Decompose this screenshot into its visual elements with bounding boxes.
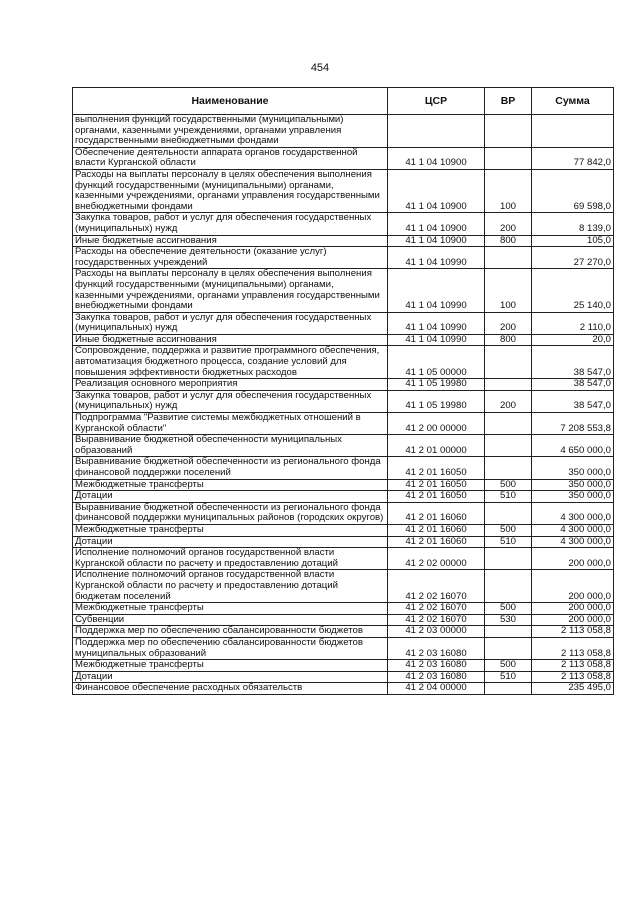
row-vr: 510	[485, 536, 532, 548]
row-vr	[485, 683, 532, 695]
row-vr	[485, 637, 532, 659]
table-row	[73, 312, 614, 334]
row-vr: 200	[485, 213, 532, 235]
row-vr	[485, 247, 532, 269]
row-csr: 41 1 04 10990	[388, 269, 485, 312]
row-name: Межбюджетные трансферты	[73, 603, 388, 615]
row-csr: 41 1 04 10900	[388, 213, 485, 235]
row-name: Выравнивание бюджетной обеспеченности из регионального фонда финансовой поддержки муниципальных районов (городских округов)	[73, 502, 388, 524]
row-vr	[485, 346, 532, 379]
row-name: Обеспечение деятельности аппарата органов государственной власти Курганской области	[73, 147, 388, 169]
row-sum: 350 000,0	[532, 457, 614, 479]
row-vr	[485, 570, 532, 603]
row-csr: 41 1 04 10900	[388, 169, 485, 212]
row-csr: 41 2 01 16060	[388, 524, 485, 536]
row-vr: 500	[485, 603, 532, 615]
table-row	[73, 247, 614, 269]
row-name: Расходы на выплаты персоналу в целях обеспечения выполнения функций государственными (муниципальными) органами, казенными учреждениями, органами управления государственными внебюджетными фондами	[73, 169, 388, 212]
row-name: Иные бюджетные ассигнования	[73, 235, 388, 247]
row-csr: 41 2 02 00000	[388, 548, 485, 570]
table-row	[73, 479, 614, 491]
row-sum: 25 140,0	[532, 269, 614, 312]
row-vr	[485, 413, 532, 435]
row-vr	[485, 502, 532, 524]
row-csr: 41 2 02 16070	[388, 570, 485, 603]
row-csr: 41 1 04 10990	[388, 247, 485, 269]
row-sum	[532, 115, 614, 148]
row-csr: 41 2 01 16050	[388, 491, 485, 503]
table-row	[73, 346, 614, 379]
row-sum: 2 110,0	[532, 312, 614, 334]
row-sum: 38 547,0	[532, 379, 614, 391]
row-name: Выравнивание бюджетной обеспеченности муниципальных образований	[73, 435, 388, 457]
row-csr: 41 2 04 00000	[388, 683, 485, 695]
table-row	[73, 671, 614, 683]
row-name: выполнения функций государственными (муниципальными) органами, казенными учреждениями, органами управления государственными внебюджетными фондами	[73, 115, 388, 148]
row-name: Выравнивание бюджетной обеспеченности из регионального фонда финансовой поддержки поселений	[73, 457, 388, 479]
table-row	[73, 626, 614, 638]
table-header-row	[73, 88, 614, 115]
row-sum: 350 000,0	[532, 491, 614, 503]
table-row	[73, 502, 614, 524]
table-row	[73, 334, 614, 346]
row-vr: 500	[485, 479, 532, 491]
row-name: Межбюджетные трансферты	[73, 524, 388, 536]
row-vr: 800	[485, 334, 532, 346]
header-csr: ЦСР	[388, 88, 485, 115]
row-vr: 500	[485, 660, 532, 672]
row-vr	[485, 147, 532, 169]
row-sum: 38 547,0	[532, 390, 614, 412]
row-sum: 235 495,0	[532, 683, 614, 695]
table-row	[73, 548, 614, 570]
row-vr	[485, 379, 532, 391]
row-name: Исполнение полномочий органов государственной власти Курганской области по расчету и предоставлению дотаций бюджетам поселений	[73, 570, 388, 603]
row-name: Исполнение полномочий органов государственной власти Курганской области по расчету и предоставлению дотаций	[73, 548, 388, 570]
row-sum: 69 598,0	[532, 169, 614, 212]
table-row	[73, 457, 614, 479]
table-row	[73, 390, 614, 412]
row-sum: 4 650 000,0	[532, 435, 614, 457]
row-sum: 200 000,0	[532, 570, 614, 603]
row-csr: 41 1 04 10900	[388, 147, 485, 169]
row-sum: 8 139,0	[532, 213, 614, 235]
row-vr: 200	[485, 312, 532, 334]
table-row	[73, 536, 614, 548]
table-row	[73, 637, 614, 659]
row-vr: 500	[485, 524, 532, 536]
row-vr: 100	[485, 269, 532, 312]
table-row	[73, 235, 614, 247]
row-sum: 350 000,0	[532, 479, 614, 491]
table-row	[73, 213, 614, 235]
table-row	[73, 660, 614, 672]
table-row	[73, 269, 614, 312]
row-vr	[485, 548, 532, 570]
row-name: Иные бюджетные ассигнования	[73, 334, 388, 346]
row-name: Дотации	[73, 491, 388, 503]
row-vr	[485, 457, 532, 479]
page-number: 454	[310, 62, 330, 74]
row-name: Межбюджетные трансферты	[73, 660, 388, 672]
row-name: Поддержка мер по обеспечению сбалансированности бюджетов	[73, 626, 388, 638]
row-vr: 530	[485, 614, 532, 626]
row-sum: 200 000,0	[532, 614, 614, 626]
table-row	[73, 603, 614, 615]
row-name: Межбюджетные трансферты	[73, 479, 388, 491]
row-csr: 41 2 02 16070	[388, 614, 485, 626]
row-csr: 41 1 04 10990	[388, 312, 485, 334]
row-csr: 41 2 01 16050	[388, 457, 485, 479]
row-name: Дотации	[73, 671, 388, 683]
row-csr: 41 2 03 00000	[388, 626, 485, 638]
table-row	[73, 683, 614, 695]
row-name: Закупка товаров, работ и услуг для обеспечения государственных (муниципальных) нужд	[73, 213, 388, 235]
row-name: Закупка товаров, работ и услуг для обеспечения государственных (муниципальных) нужд	[73, 390, 388, 412]
row-csr: 41 2 01 16060	[388, 536, 485, 548]
row-csr: 41 1 05 00000	[388, 346, 485, 379]
row-name: Субвенции	[73, 614, 388, 626]
row-csr: 41 2 03 16080	[388, 637, 485, 659]
row-sum: 27 270,0	[532, 247, 614, 269]
row-csr: 41 1 04 10990	[388, 334, 485, 346]
row-name: Подпрограмма "Развитие системы межбюджетных отношений в Курганской области"	[73, 413, 388, 435]
row-vr: 100	[485, 169, 532, 212]
row-csr: 41 1 05 19980	[388, 390, 485, 412]
row-name: Финансовое обеспечение расходных обязательств	[73, 683, 388, 695]
row-csr: 41 2 02 16070	[388, 603, 485, 615]
table-row	[73, 435, 614, 457]
row-name: Реализация основного мероприятия	[73, 379, 388, 391]
row-sum: 4 300 000,0	[532, 524, 614, 536]
row-csr: 41 2 01 16060	[388, 502, 485, 524]
row-vr: 200	[485, 390, 532, 412]
row-vr	[485, 115, 532, 148]
row-name: Расходы на выплаты персоналу в целях обеспечения выполнения функций государственными (муниципальными) органами, казенными учреждениями, органами управления государственными внебюджетными фондами	[73, 269, 388, 312]
header-sum: Сумма	[532, 88, 614, 115]
row-csr: 41 2 03 16080	[388, 660, 485, 672]
row-csr: 41 2 00 00000	[388, 413, 485, 435]
row-sum: 4 300 000,0	[532, 502, 614, 524]
table-row	[73, 570, 614, 603]
row-csr: 41 2 03 16080	[388, 671, 485, 683]
row-sum: 2 113 058,8	[532, 660, 614, 672]
row-sum: 105,0	[532, 235, 614, 247]
row-vr	[485, 435, 532, 457]
row-sum: 77 842,0	[532, 147, 614, 169]
row-sum: 20,0	[532, 334, 614, 346]
row-csr: 41 2 01 16050	[388, 479, 485, 491]
row-vr: 510	[485, 491, 532, 503]
row-sum: 38 547,0	[532, 346, 614, 379]
table-row	[73, 413, 614, 435]
row-vr	[485, 626, 532, 638]
budget-table	[72, 87, 614, 695]
row-name: Поддержка мер по обеспечению сбалансированности бюджетов муниципальных образований	[73, 637, 388, 659]
row-csr	[388, 115, 485, 148]
row-sum: 200 000,0	[532, 548, 614, 570]
row-sum: 200 000,0	[532, 603, 614, 615]
table-row	[73, 115, 614, 148]
row-name: Дотации	[73, 536, 388, 548]
table-row	[73, 491, 614, 503]
row-vr: 800	[485, 235, 532, 247]
row-name: Расходы на обеспечение деятельности (оказание услуг) государственных учреждений	[73, 247, 388, 269]
row-csr: 41 2 01 00000	[388, 435, 485, 457]
row-csr: 41 1 04 10900	[388, 235, 485, 247]
row-sum: 2 113 058,8	[532, 626, 614, 638]
row-sum: 4 300 000,0	[532, 536, 614, 548]
row-name: Сопровождение, поддержка и развитие программного обеспечения, автоматизация бюджетного процесса, создание условий для повышения эффективности бюджетных расходов	[73, 346, 388, 379]
row-sum: 7 208 553,8	[532, 413, 614, 435]
header-name: Наименование	[73, 88, 388, 115]
row-vr: 510	[485, 671, 532, 683]
table-row	[73, 524, 614, 536]
header-vr: ВР	[485, 88, 532, 115]
row-name: Закупка товаров, работ и услуг для обеспечения государственных (муниципальных) нужд	[73, 312, 388, 334]
table-row	[73, 379, 614, 391]
table-row	[73, 614, 614, 626]
row-csr: 41 1 05 19980	[388, 379, 485, 391]
row-sum: 2 113 058,8	[532, 671, 614, 683]
table-row	[73, 169, 614, 212]
row-sum: 2 113 058,8	[532, 637, 614, 659]
table-row	[73, 147, 614, 169]
